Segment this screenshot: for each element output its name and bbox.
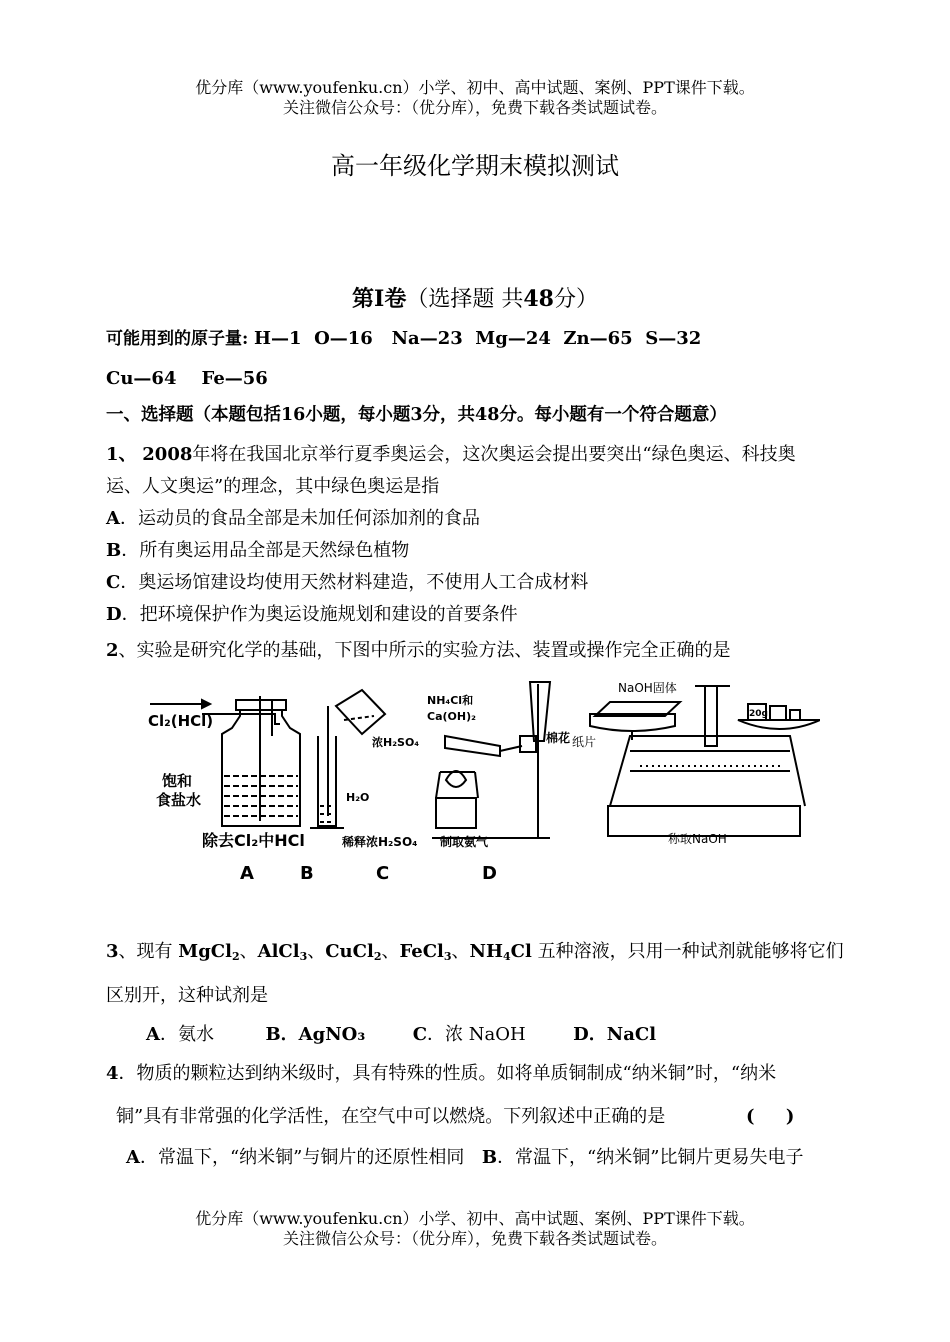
q1-option-d <box>106 603 518 627</box>
q1-option-d-text: ．把环境保护作为奥运设施规划和建设的首要条件 <box>121 604 518 625</box>
apparatus-d-balance <box>590 686 820 836</box>
q3-option-c-key: C <box>412 1024 428 1045</box>
atomic-masses-values-1: H—1 O—16 Na—23 Mg—24 Zn—65 S—32 <box>254 328 702 349</box>
fig-label-b: B <box>300 863 314 884</box>
q3-option-d-text: ．NaCl <box>588 1024 657 1045</box>
fig-d-paper: 纸片 <box>572 735 597 749</box>
atomic-masses-label: 可能用到的原子量: <box>106 329 249 349</box>
q1-option-b-key: B <box>106 540 122 561</box>
fig-c-cotton: 棉花 <box>546 731 571 745</box>
section-score: 48 <box>523 286 554 312</box>
q3-line-2: 区别开，这种试剂是 <box>106 985 268 1006</box>
q1-number: 1、 <box>106 444 137 465</box>
fig-b-caption: 稀释浓H₂SO₄ <box>342 835 418 849</box>
section-normal: （选择题 共 <box>406 287 524 312</box>
apparatus-b-cylinder <box>310 690 385 828</box>
fig-c-caption: 制取氨气 <box>440 835 489 849</box>
q2-figure <box>140 676 820 856</box>
q4-option-a-text: ．常温下，“纳米铜”与铜片的还原性相同 <box>139 1147 465 1168</box>
q2-text: 、实验是研究化学的基础，下图中所示的实验方法、装置或操作完全正确的是 <box>118 640 731 661</box>
q3-option-b-text: ．AgNO₃ <box>280 1024 366 1045</box>
footer-line-2: 关注微信公众号：（优分库），免费下载各类试题试卷。 <box>282 1229 667 1248</box>
q1-option-b <box>106 539 409 563</box>
atomic-masses-values-2: Cu—64 Fe—56 <box>106 368 268 389</box>
fig-a-caption: 除去Cl₂中HCl <box>202 831 305 850</box>
q1-option-d-key: D <box>106 604 122 625</box>
q1-option-a <box>106 507 480 531</box>
fig-d-weights: 20g <box>749 709 768 719</box>
q4-line-2 <box>116 1105 665 1129</box>
part1-heading: 一、选择题（本题包括16小题，每小题3分，共48分。每小题有一个符合题意） <box>106 405 727 425</box>
q4-answer-bracket: ( ) <box>746 1106 795 1127</box>
q4-number: 4 <box>106 1063 119 1084</box>
q3-option-d-key: D <box>573 1024 589 1045</box>
q4-text-2: 铜”具有非常强的化学活性，在空气中可以燃烧。下列叙述中正确的是 <box>116 1106 666 1127</box>
q4-options <box>126 1146 803 1170</box>
fig-c-reagents-2: Ca(OH)₂ <box>427 710 476 723</box>
fig-label-a: A <box>240 863 254 884</box>
fig-c-reagents-1: NH₄Cl和 <box>427 694 474 707</box>
q3-option-c-text: ．浓 NaOH <box>427 1024 526 1045</box>
section-unit: 分） <box>553 287 598 312</box>
fig-a-gas: Cl₂(HCl) <box>148 712 214 730</box>
q4-option-b-key: B <box>481 1147 498 1168</box>
q1-option-b-text: ．所有奥运用品全部是天然绿色植物 <box>121 540 410 561</box>
fig-label-c: C <box>376 863 390 884</box>
q1-line-2: 运、人文奥运”的理念，其中绿色奥运是指 <box>106 476 440 497</box>
fig-a-liquid-1: 饱和 <box>162 772 193 790</box>
q3-line-1: 3、现有 MgCl$_2$、AlCl$_3$、CuCl$_2$、FeCl$_3$、$NH_4Cl$ 五种溶液，只用一种试剂就能够将它们 <box>106 941 844 963</box>
q1-option-a-key: A <box>106 508 120 529</box>
q1-text-1: 年将在我国北京举行夏季奥运会，这次奥运会提出要突出“绿色奥运、科技奥 <box>192 444 796 465</box>
fig-a-liquid-2: 食盐水 <box>156 791 202 809</box>
q3-option-b-key: B <box>265 1024 281 1045</box>
q4-text-1: ．物质的颗粒达到纳米级时，具有特殊的性质。如将单质铜制成“纳米铜”时，“纳米 <box>118 1063 777 1084</box>
q3-option-a-text: ．氨水 <box>159 1024 214 1045</box>
fig-label-d: D <box>482 863 497 884</box>
q1-option-a-text: ．运动员的食品全部是未加任何添加剂的食品 <box>119 508 480 529</box>
q3-number: 3 <box>106 941 119 962</box>
q4-option-a-key: A <box>126 1147 140 1168</box>
fig-b-water: H₂O <box>346 791 370 804</box>
q4-option-b-text: ．常温下，“纳米铜”比铜片更易失电子 <box>497 1147 804 1168</box>
fig-d-caption: 称取NaOH <box>668 832 727 846</box>
fig-b-acid: 浓H₂SO₄ <box>372 736 420 749</box>
atomic-masses-line-1 <box>106 327 701 351</box>
footer-line-1: 优分库（www.youfenku.cn）小学、初中、高中试题、案例、PPT课件下载。 <box>195 1209 755 1228</box>
header-line-2: 关注微信公众号：（优分库），免费下载各类试题试卷。 <box>282 98 667 117</box>
q2-number: 2 <box>106 640 119 661</box>
q1-year: 2008 <box>142 444 193 465</box>
section-heading <box>0 282 950 313</box>
q3-options <box>146 1023 656 1047</box>
page-title: 高一年级化学期末模拟测试 <box>331 152 619 180</box>
section-bold: 第Ⅰ卷 <box>352 286 407 312</box>
q2-line <box>106 639 731 663</box>
header-line-1: 优分库（www.youfenku.cn）小学、初中、高中试题、案例、PPT课件下载。 <box>195 78 755 97</box>
q1-option-c <box>106 571 588 595</box>
q1-line-1 <box>106 443 796 467</box>
fig-d-solid: NaOH固体 <box>618 681 677 695</box>
q3-option-a-key: A <box>146 1024 160 1045</box>
q1-option-c-key: C <box>106 572 121 593</box>
q1-option-c-text: ．奥运场馆建设均使用天然材料建造，不使用人工合成材料 <box>120 572 589 593</box>
q4-line-1 <box>106 1062 776 1086</box>
